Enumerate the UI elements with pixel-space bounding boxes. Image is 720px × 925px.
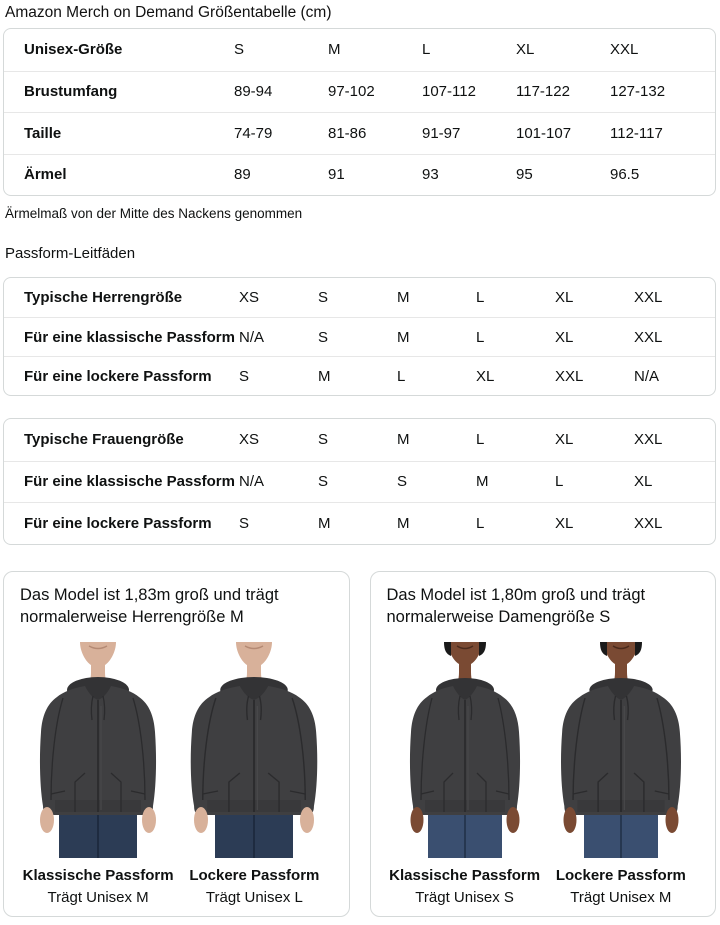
fit-size-caption: Trägt Unisex S bbox=[415, 888, 514, 906]
female-model-photo bbox=[546, 642, 696, 858]
table-row bbox=[4, 419, 715, 461]
row-label: Für eine klassische Passform bbox=[24, 473, 235, 491]
size-cell: S bbox=[318, 328, 329, 346]
table-row bbox=[4, 461, 715, 503]
page-title: Amazon Merch on Demand Größentabelle (cm) bbox=[5, 4, 332, 21]
model-photo-classic-fit bbox=[20, 642, 176, 908]
size-cell: XL bbox=[555, 514, 574, 532]
size-cell: L bbox=[476, 514, 485, 532]
size-cell: XXL bbox=[555, 367, 584, 385]
table-row bbox=[4, 112, 715, 154]
table-row bbox=[4, 356, 715, 395]
size-cell: L bbox=[476, 289, 485, 306]
male-model-photo bbox=[23, 642, 173, 858]
size-cell: XXL bbox=[634, 289, 663, 306]
row-label: Ärmel bbox=[24, 166, 67, 184]
size-cell: N/A bbox=[634, 367, 660, 385]
size-cell: 97-102 bbox=[328, 83, 375, 101]
women-fit-table bbox=[3, 418, 716, 545]
row-label: Für eine klassische Passform bbox=[24, 328, 235, 346]
size-cell: XL bbox=[634, 473, 653, 491]
table-row bbox=[4, 154, 715, 196]
size-cell: 93 bbox=[422, 166, 439, 184]
size-cell: 89-94 bbox=[234, 83, 273, 101]
row-label: Für eine lockere Passform bbox=[24, 514, 212, 532]
fit-size-caption: Trägt Unisex L bbox=[205, 888, 303, 906]
size-cell: 89 bbox=[234, 166, 251, 184]
size-cell: 81-86 bbox=[328, 124, 367, 142]
size-cell: XXL bbox=[634, 328, 663, 346]
size-cell: 95 bbox=[516, 166, 533, 184]
size-cell: M bbox=[318, 514, 331, 532]
size-cell: 127-132 bbox=[610, 83, 666, 101]
size-cell: XS bbox=[239, 289, 260, 306]
size-col-header: S bbox=[234, 41, 245, 59]
size-cell: S bbox=[239, 514, 250, 532]
size-cell: 96.5 bbox=[610, 166, 640, 184]
size-cell: 91 bbox=[328, 166, 345, 184]
size-col-header: M bbox=[328, 41, 341, 59]
size-cell: XS bbox=[239, 431, 260, 449]
size-cell: 74-79 bbox=[234, 124, 273, 142]
model-figures bbox=[20, 642, 333, 908]
size-col-header: XXL bbox=[610, 41, 639, 59]
fit-caption: Klassische Passform bbox=[22, 866, 174, 884]
model-photo-loose-fit bbox=[543, 642, 699, 908]
fit-size-caption: Trägt Unisex M bbox=[570, 888, 672, 906]
row-label: Typische Herrengröße bbox=[24, 289, 183, 306]
female-model-card bbox=[370, 571, 717, 917]
table-row bbox=[4, 502, 715, 544]
fit-caption: Lockere Passform bbox=[555, 866, 686, 884]
size-cell: S bbox=[239, 367, 250, 385]
model-photo-loose-fit bbox=[176, 642, 332, 908]
size-cell: M bbox=[397, 289, 410, 306]
size-cell: L bbox=[397, 367, 406, 385]
model-photo-classic-fit bbox=[387, 642, 543, 908]
size-cell: M bbox=[397, 328, 410, 346]
size-cell: 107-112 bbox=[422, 83, 476, 101]
size-cell: XL bbox=[555, 289, 574, 306]
column-header: Unisex-Größe bbox=[24, 41, 123, 59]
size-cell: XXL bbox=[634, 431, 663, 449]
fit-size-caption: Trägt Unisex M bbox=[47, 888, 149, 906]
male-model-card bbox=[3, 571, 350, 917]
size-cell: L bbox=[555, 473, 564, 491]
male-model-photo bbox=[179, 642, 329, 858]
model-description: Das Model ist 1,80m groß und trägt normalerweise Damengröße S bbox=[386, 585, 646, 626]
row-label: Brustumfang bbox=[24, 83, 118, 101]
size-cell: 117-122 bbox=[516, 83, 570, 101]
row-label: Für eine lockere Passform bbox=[24, 367, 212, 385]
size-cell: L bbox=[476, 431, 485, 449]
table-header-row bbox=[4, 29, 715, 71]
row-label: Typische Frauengröße bbox=[24, 431, 184, 449]
fit-caption: Lockere Passform bbox=[189, 866, 320, 884]
size-col-header: L bbox=[422, 41, 431, 59]
fit-guides-heading: Passform-Leitfäden bbox=[5, 245, 136, 262]
size-cell: S bbox=[318, 431, 329, 449]
size-cell: 101-107 bbox=[516, 124, 572, 142]
model-description: Das Model ist 1,83m groß und trägt normalerweise Herrengröße M bbox=[20, 585, 279, 626]
model-cards bbox=[3, 571, 716, 917]
table-row bbox=[4, 317, 715, 356]
size-cell: XL bbox=[555, 431, 574, 449]
unisex-size-table bbox=[3, 28, 716, 196]
size-cell: M bbox=[397, 514, 410, 532]
female-model-photo bbox=[390, 642, 540, 858]
size-cell: L bbox=[476, 328, 485, 346]
size-cell: M bbox=[318, 367, 331, 385]
table-row bbox=[4, 71, 715, 113]
size-cell: S bbox=[318, 289, 329, 306]
size-cell: N/A bbox=[239, 328, 265, 346]
row-label: Taille bbox=[24, 124, 62, 142]
size-col-header: XL bbox=[516, 41, 535, 59]
table-row bbox=[4, 278, 715, 317]
size-cell: XL bbox=[476, 367, 495, 385]
model-figures bbox=[387, 642, 700, 908]
size-cell: S bbox=[397, 473, 408, 491]
size-cell: S bbox=[318, 473, 329, 491]
men-fit-table bbox=[3, 277, 716, 396]
fit-caption: Klassische Passform bbox=[389, 866, 541, 884]
size-cell: 91-97 bbox=[422, 124, 461, 142]
sleeve-measure-note: Ärmelmaß von der Mitte des Nackens genommen bbox=[5, 206, 303, 221]
size-cell: M bbox=[476, 473, 489, 491]
size-cell: M bbox=[397, 431, 410, 449]
size-cell: N/A bbox=[239, 473, 265, 491]
size-cell: XXL bbox=[634, 514, 663, 532]
size-cell: 112-117 bbox=[610, 124, 663, 142]
size-cell: XL bbox=[555, 328, 574, 346]
